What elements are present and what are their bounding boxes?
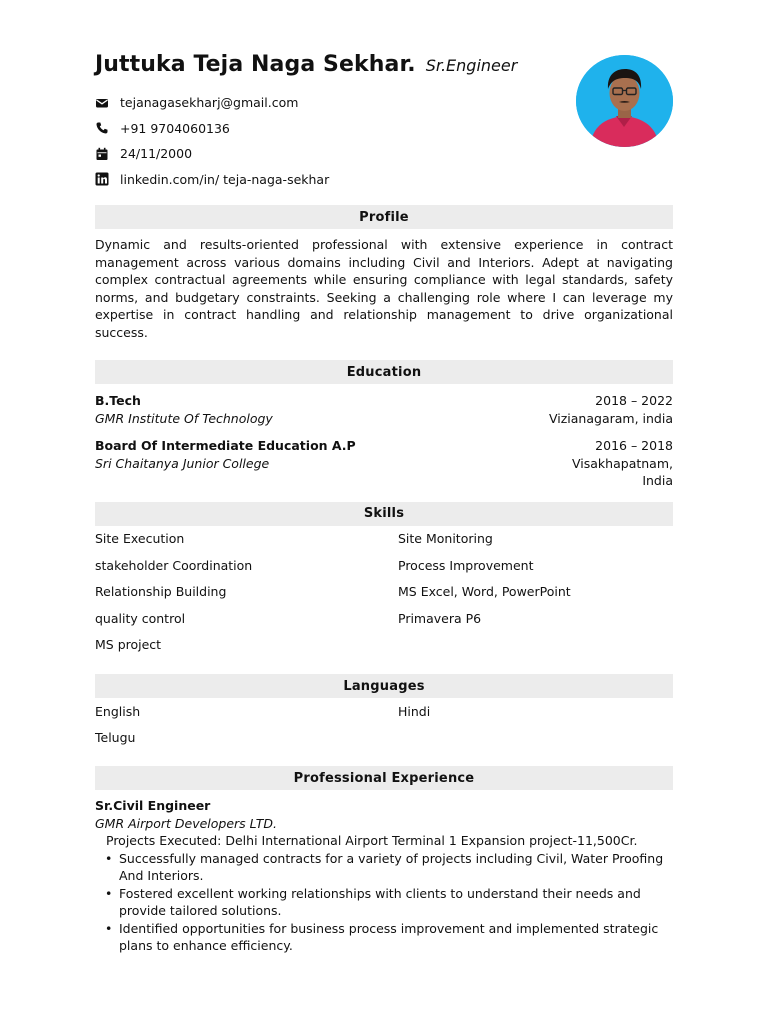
profile-photo bbox=[576, 55, 673, 147]
skill-item: MS project bbox=[95, 637, 162, 653]
phone-text[interactable]: +91 9704060136 bbox=[120, 120, 230, 136]
contact-phone bbox=[95, 116, 329, 142]
education-entry bbox=[95, 437, 673, 490]
skill-item: Site Monitoring bbox=[398, 531, 493, 547]
skill-item: Primavera P6 bbox=[398, 610, 482, 626]
candidate-role: Sr.Engineer bbox=[425, 56, 518, 75]
education-dates: 2016 – 2018 bbox=[595, 438, 673, 453]
skills-heading: Skills bbox=[95, 502, 673, 526]
linkedin-icon bbox=[95, 172, 109, 186]
achievement-item: • Successfully managed contracts for a variety of projects including Civil, Water Proofing And Interiors. bbox=[95, 850, 673, 885]
email-text[interactable]: tejanagasekharj@gmail.com bbox=[120, 95, 299, 111]
contact-email bbox=[95, 90, 329, 116]
education-section bbox=[95, 360, 673, 490]
languages-section bbox=[95, 674, 673, 751]
education-dates: 2018 – 2022 bbox=[595, 393, 673, 408]
company-name: GMR Airport Developers LTD. bbox=[95, 815, 278, 831]
contact-linkedin bbox=[95, 167, 329, 193]
skills-grid bbox=[95, 526, 673, 659]
degree-title: Board Of Intermediate Education A.P bbox=[95, 438, 356, 453]
language-item: Hindi bbox=[398, 703, 431, 719]
contact-list bbox=[95, 90, 329, 192]
education-heading: Education bbox=[95, 360, 673, 384]
experience-entry bbox=[95, 797, 673, 955]
skill-item: stakeholder Coordination bbox=[95, 557, 253, 573]
language-item: Telugu bbox=[95, 730, 136, 746]
skill-item: MS Excel, Word, PowerPoint bbox=[398, 584, 571, 600]
skill-item: Relationship Building bbox=[95, 584, 227, 600]
skills-section bbox=[95, 502, 673, 659]
skill-item: Site Execution bbox=[95, 531, 185, 547]
candidate-name: Juttuka Teja Naga Sekhar. bbox=[95, 52, 416, 77]
language-item: English bbox=[95, 703, 141, 719]
project-summary: Projects Executed: Delhi International Airport Terminal 1 Expansion project-11,500Cr. bbox=[106, 833, 638, 848]
institution-name: Sri Chaitanya Junior College bbox=[95, 455, 270, 471]
calendar-icon bbox=[95, 147, 109, 161]
institution-name: GMR Institute Of Technology bbox=[95, 410, 273, 426]
education-location: Visakhapatnam, India bbox=[572, 455, 673, 488]
name-row bbox=[95, 52, 517, 77]
resume-header bbox=[95, 0, 673, 205]
phone-icon bbox=[95, 121, 109, 135]
dob-text: 24/11/2000 bbox=[120, 146, 193, 162]
profile-summary: Dynamic and results-oriented professional with extensive experience in contract management across various domains including Civil and Interiors. Adept at navigating complex contractual agreements while ensuring compliance with legal standards, safety norms, and budgetary constraints. Seeking a challenging role where I can leverage my expertise in contract handling and relationship management to drive organizational success. bbox=[95, 237, 673, 340]
contact-dob bbox=[95, 141, 329, 167]
achievement-list bbox=[95, 850, 673, 955]
experience-section bbox=[95, 766, 673, 955]
linkedin-text[interactable]: linkedin.com/in/ teja-naga-sekhar bbox=[120, 171, 330, 187]
skill-item: Process Improvement bbox=[398, 557, 534, 573]
envelope-icon bbox=[95, 96, 109, 110]
job-title: Sr.Civil Engineer bbox=[95, 798, 211, 813]
profile-section bbox=[95, 205, 673, 341]
achievement-item: • Fostered excellent working relationships with clients to understand their needs and provide tailored solutions. bbox=[95, 885, 673, 920]
skill-item: quality control bbox=[95, 610, 186, 626]
education-entry bbox=[95, 392, 673, 427]
profile-heading: Profile bbox=[95, 205, 673, 229]
achievement-item: • Identified opportunities for business process improvement and implemented strategic plans to enhance efficiency. bbox=[95, 920, 673, 955]
languages-grid bbox=[95, 698, 673, 751]
degree-title: B.Tech bbox=[95, 393, 141, 408]
languages-heading: Languages bbox=[95, 674, 673, 698]
education-location: Vizianagaram, india bbox=[548, 410, 673, 426]
experience-heading: Professional Experience bbox=[95, 766, 673, 790]
